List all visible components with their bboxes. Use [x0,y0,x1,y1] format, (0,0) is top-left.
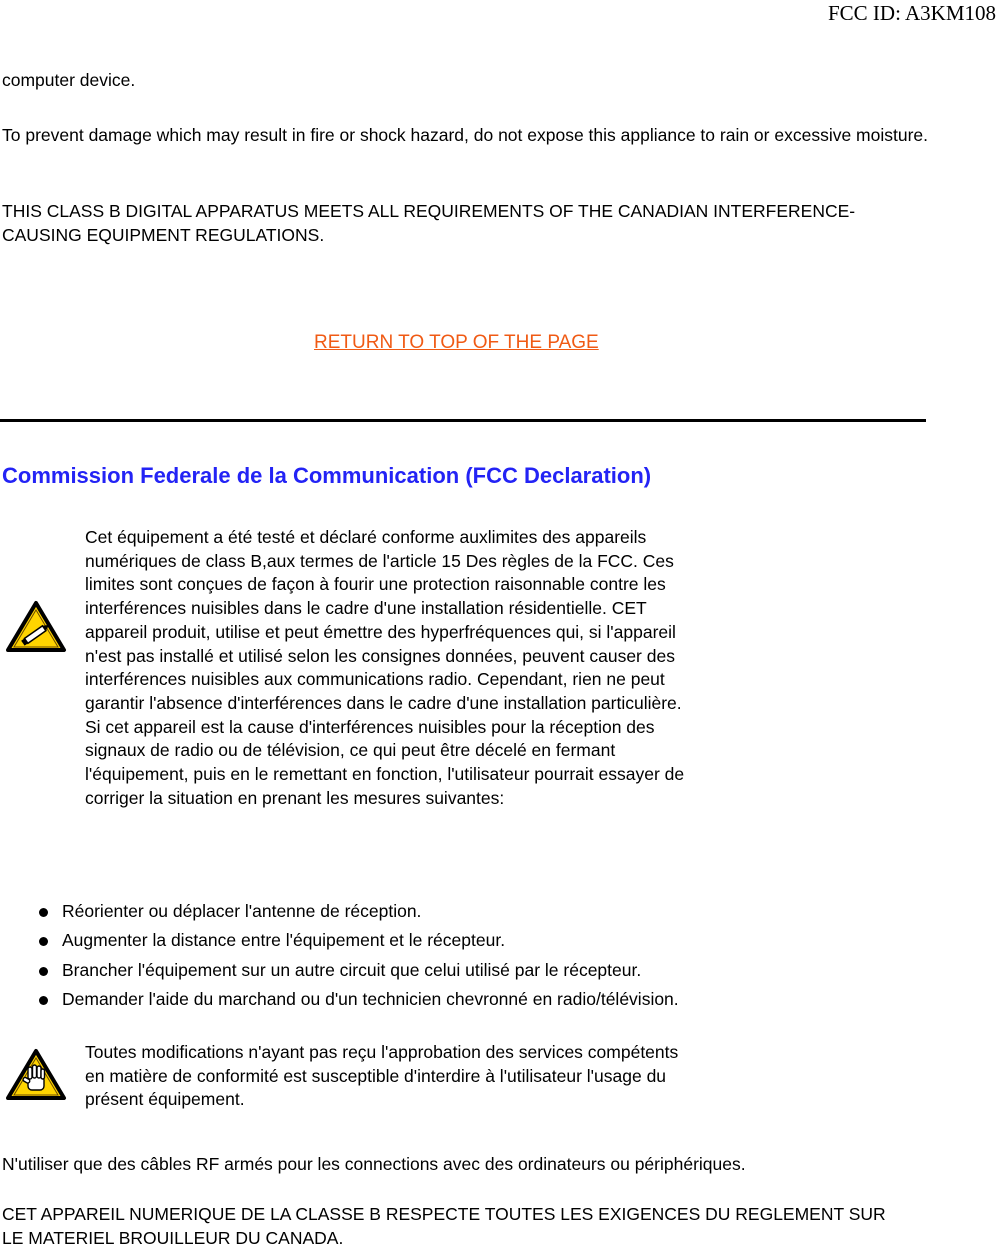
list-item: Demander l'aide du marchand ou d'un technicien chevronné en radio/télévision. [62,985,679,1014]
paragraph-shock-hazard: To prevent damage which may result in fire or shock hazard, do not expose this appliance to rain or excessive moisture. [2,125,929,145]
list-item: Brancher l'équipement sur un autre circuit que celui utilisé par le récepteur. [62,956,679,985]
modifications-note-text: Toutes modifications n'ayant pas reçu l'approbation des services compétents en matière de conformité est susceptible d'interdire à l'utilisateur l'usage du présent équipement. [85,1042,679,1110]
fcc-id-header: FCC ID: A3KM108 [827,1,996,25]
list-item: Augmenter la distance entre l'équipement et le récepteur. [62,926,679,955]
paragraph-canada-regulation: CET APPAREIL NUMERIQUE DE LA CLASSE B RESPECTE TOUTES LES EXIGENCES DU REGLEMENT SUR LE MATERIEL BROUILLEUR DU CANADA. [2,1204,886,1248]
paragraph-rf-cables: N'utiliser que des câbles RF armés pour les connections avec des ordinateurs ou périphériques. [2,1154,746,1174]
section-divider [0,419,926,422]
paragraph-canadian-regulations: THIS CLASS B DIGITAL APPARATUS MEETS ALL REQUIREMENTS OF THE CANADIAN INTERFERENCE-CAUSING EQUIPMENT REGULATIONS. [2,201,856,245]
warning-pencil-icon [4,598,68,654]
section-title: Commission Federale de la Communication (FCC Declaration) [2,463,652,488]
return-to-top-link[interactable]: RETURN TO TOP OF THE PAGE [314,332,599,353]
list-item: Réorienter ou déplacer l'antenne de réception. [62,897,679,926]
warning-hand-icon [4,1046,68,1102]
paragraph-computer-device: computer device. [2,70,136,90]
fcc-note-text: Cet équipement a été testé et déclaré conforme auxlimites des appareils numériques de class B,aux termes de l'article 15 Des règles de la FCC. Ces limites sont conçues de façon à fourir une protection raisonnable contre les interférences nuisibles dans le cadre d'une installation résidentielle. CET appareil produit, utilise et peut émettre des hyperfréquences qui, si l'appareil n'est pas installé et utilisé selon les consignes données, peuvent causer des interférences nuisibles aux communications radio. Cependant, rien ne peut garantir l'absence d'interférences dans le cadre d'une installation particulière. Si cet appareil est la cause d'interférences nuisibles pour la réception des signaux de radio ou de télévision, ce qui peut être décelé en fermant l'équipement, puis en le remettant en fonction, l'utilisateur pourrait essayer de corriger la situation en prenant les mesures suivantes: [85,527,685,808]
measures-list [62,897,679,1014]
